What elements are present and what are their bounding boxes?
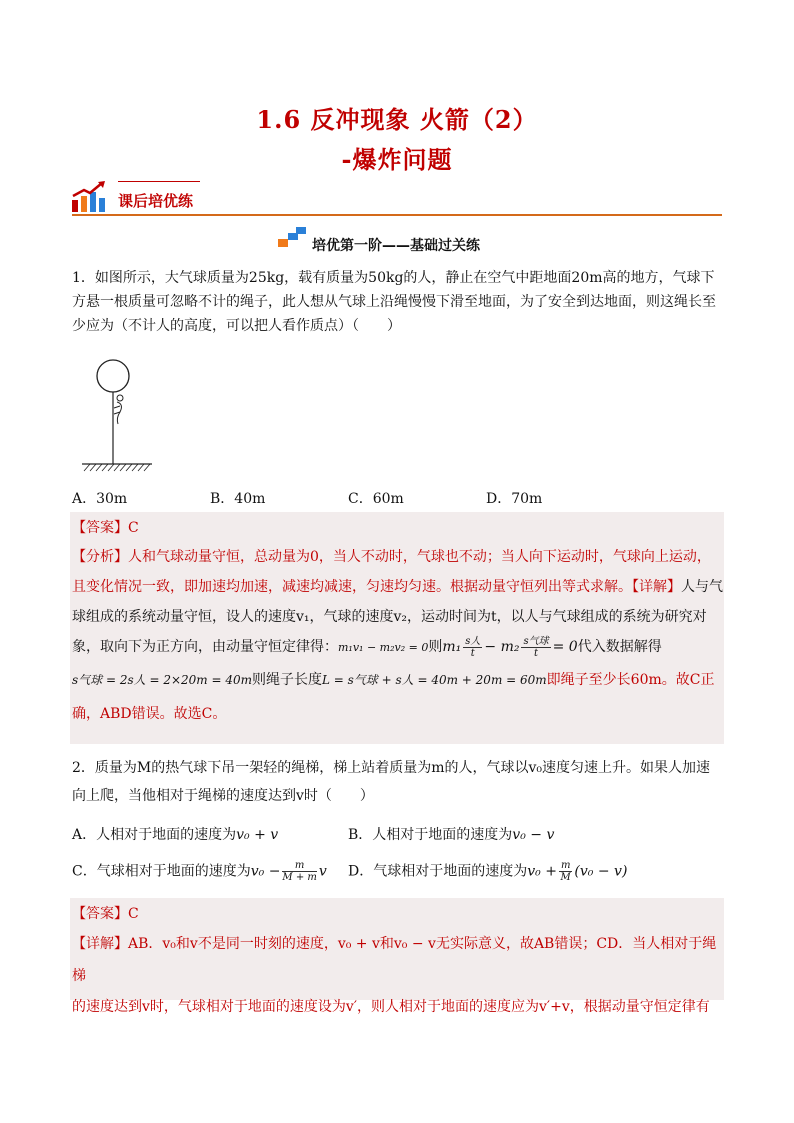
section-top-rule [118,181,200,182]
q1-eq1: m₁v₁ − m₂v₂ = 0 [338,641,429,654]
q2-option-a [72,824,278,844]
q2-option-c-num: m [282,860,316,872]
q2-option-c-den: M + m [282,872,317,883]
q2-option-b-text: B．人相对于地面的速度为 [348,827,513,843]
balloon-figure [80,356,160,476]
q1-eq2-tail: = 0 [552,639,578,655]
q2-option-d [348,860,627,883]
q2-detail-1: 【详解】AB．v₀和v不是同一时刻的速度，v₀ + v和v₀ − v无实际意义，故AB错误；CD．当人相对于绳梯 [72,936,717,984]
q1-eq2-lead: m₁ [442,639,462,655]
q1-analysis-tag: 【分析】 [72,549,128,565]
q1-eq2-frac2-num: s气球 [523,635,549,647]
q2-option-a-text: A．人相对于地面的速度为 [72,827,237,843]
q1-eq2-frac2-den: t [534,647,539,659]
q1-option-d: D．70m [486,491,543,507]
q1-eq2-mid: − m₂ [484,639,520,655]
q1-eq4: L = s气球 + s人 = 40m + 20m = 60m [322,673,547,687]
q1-eq2-frac1-den: t [470,647,475,659]
q2-option-c [72,860,327,883]
q1-option-b: B．40m [210,491,266,507]
q1-rope: 则绳子长度 [252,672,322,688]
chart-growth-icon [70,180,106,214]
q1-answer: 【答案】C [72,520,139,536]
q2-option-d-tail: (v₀ − v) [574,863,628,880]
q2-option-d-den: M [560,872,571,883]
q2-option-c-frac [282,860,316,883]
q2-option-c-text: C．气球相对于地面的速度为 [72,863,251,880]
q1-detail: 人与气球组成的系统动量守恒，设人的速度v₁，气球的速度v₂，运动时间为t，以人与气球组成的系统为研究对象，取向下为正方向，由动量守恒定律得： [72,579,723,655]
stairs-icon [276,226,308,248]
q2-answer: 【答案】C [72,906,139,922]
q1-detail-tag: 【详解】 [632,579,681,595]
page-title-line2: -爆炸问题 [341,145,453,174]
question-1-stem: 1．如图所示，大气球质量为25kg，载有质量为50kg的人，静止在空气中距地面20m高的地方，气球下方悬一根质量可忽略不计的绳子，此人想从气球上沿绳慢慢下滑至地面，为了安全到达地面，则这绳长至少应为（不计人的高度，可以把人看作质点）（ ） [72,270,716,334]
tier-heading: 培优第一阶——基础过关练 [312,238,480,254]
question-2-stem: 2．质量为M的热气球下吊一架轻的绳梯，梯上站着质量为m的人，气球以v₀速度匀速上升。如果人加速向上爬，当他相对于绳梯的速度达到v时（ ） [72,760,711,804]
q1-solution [70,512,724,744]
section-rule [72,214,722,216]
q1-eq2-frac2 [521,636,550,659]
q1-eq2-frac1 [463,636,482,659]
q2-option-c-tail: v [318,863,327,880]
q2-option-a-math: v₀ + v [236,827,279,843]
q2-option-d-num: m [560,860,571,871]
q2-option-d-frac [559,860,572,883]
q2-option-d-lead: v₀ + [527,863,557,880]
q1-option-c: C．60m [348,491,404,507]
q2-option-c-lead: v₀ − [250,863,281,880]
q1-then: 则 [428,639,443,655]
section-label: 课后培优练 [118,192,194,210]
q1-substitute: 代入数据解得 [577,639,662,655]
q2-option-b [348,824,554,844]
page-title-line1: 1.6 反冲现象 火箭（2） [256,105,538,134]
q2-solution [70,898,724,1015]
q2-detail-2: 的速度达到v时，气球相对于地面的速度设为v′，则人相对于地面的速度应为v′+v，根据动量守恒定律有 [72,999,710,1015]
q2-option-b-math: v₀ − v [512,827,555,843]
q1-conclusion: 即绳子至少长60m。故C正确，ABD错误。故选C。 [72,672,715,722]
q1-option-a: A．30m [72,491,128,507]
q2-option-d-text: D．气球相对于地面的速度为 [348,863,528,880]
q1-eq3: s气球 = 2s人 = 2×20m = 40m [72,673,252,687]
q1-eq2-frac1-num: s人 [465,635,481,647]
q1-analysis: 人和气球动量守恒，总动量为0，当人不动时，气球也不动；当人向下运动时，气球向上运动，且变化情况一致，即加速均加速，减速均减速，匀速均匀速。根据动量守恒列出等式求解。 [72,549,711,595]
